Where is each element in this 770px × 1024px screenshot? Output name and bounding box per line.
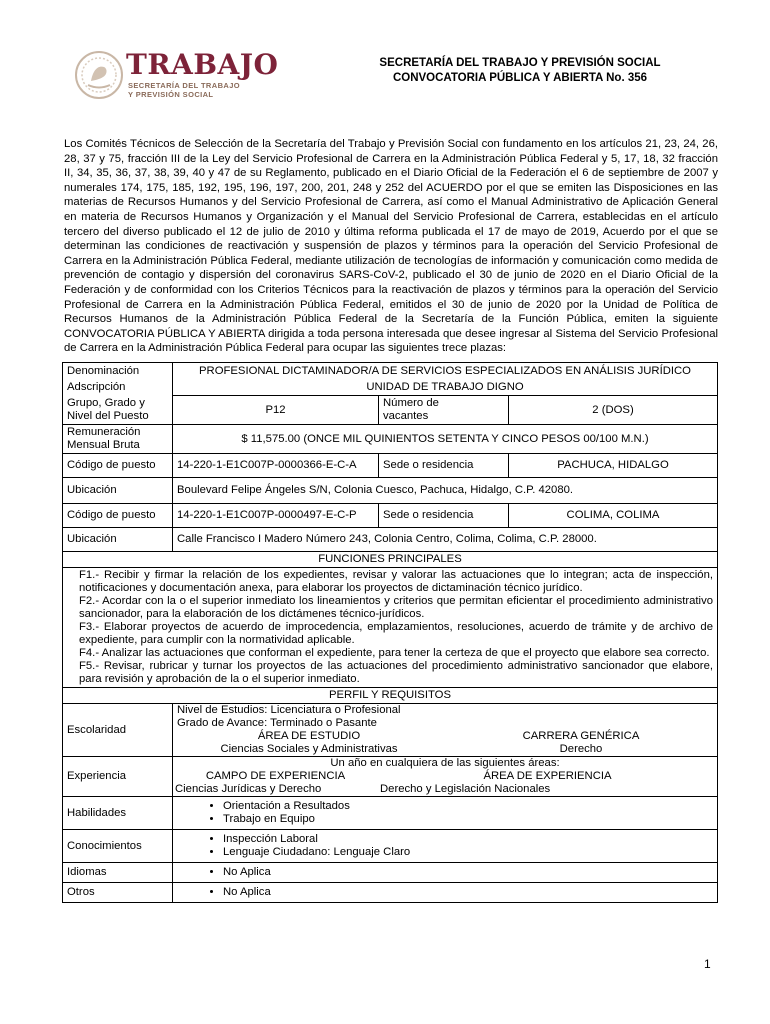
campo-area-grid [173, 770, 717, 796]
denominacion-label: Denominación [63, 363, 173, 380]
experiencia-value [173, 757, 718, 797]
remuneracion-label-line-2: Mensual Bruta [67, 439, 140, 451]
ubicacion-value-1: Boulevard Felipe Ángeles S/N, Colonia Cuesco, Pachuca, Hidalgo, C.P. 42080. [173, 478, 718, 504]
idiomas-value [173, 863, 718, 883]
experiencia-intro: Un año en cualquiera de las siguientes áreas: [330, 757, 560, 769]
vacantes-label [379, 396, 509, 425]
page-number: 1 [704, 957, 711, 971]
campo-label: CAMPO DE EXPERIENCIA [205, 770, 346, 782]
remuneracion-value: $ 11,575.00 (ONCE MIL QUINIENTOS SETENTA Y CINCO PESOS 00/100 M.N.) [173, 425, 718, 454]
idiomas-label: Idiomas [63, 863, 173, 883]
vacancy-details-table [62, 362, 718, 704]
experiencia-label: Experiencia [63, 757, 173, 797]
intro-paragraph: Los Comités Técnicos de Selección de la Secretaría del Trabajo y Previsión Social con fundamento en los artículos 21, 23, 24, 26, 28, 37 y 75, fracción III de la Ley del Servicio Profesional de Carrera en la Administración Pública Federal y 5, 17, 18, 32 fracción II, 34, 35, 36, 37, 38, 39, 40 y 47 de su Reglamento, publicado en el Diario Oficial de la Federación el 6 de septiembre de 2007 y numerales 174, 175, 185, 192, 195, 196, 197, 200, 201, 248 y 252 del ACUERDO por el que se emiten las Disposiciones en las materias de Recursos Humanos y del Servicio Profesional de Carrera, así como el Manual Administrativo de Aplicación General en materia de Recursos Humanos y Organización y el Manual del Servicio Profesional de Carrera, establecidas en el artículo tercero del diverso publicado el 12 de julio de 2010 y última reforma publicada el 17 de mayo de 2019, Acuerdo por el que se determinan las condiciones de reactivación y suspensión de plazos y términos para la operación del Servicio Profesional de Carrera en la Administración Pública Federal, mediante utilización de tecnologías de información y comunicación como medida de prevención de contagio y dispersión del coronavirus SARS-CoV-2, publicado el 30 de junio de 2020 en el Diario Oficial de la Federación y de conformidad con los Criterios Técnicos para la reactivación de plazos y términos para la operación del Servicio Profesional de Carrera en la Administración Pública Federal, emitidos el 30 de junio de 2020 por la Unidad de Política de Recursos Humanos de la Administración Pública Federal de la Secretaría de la Función Pública, emiten la siguiente CONVOCATORIA PÚBLICA Y ABIERTA dirigida a toda persona interesada que desee ingresar al Sistema del Servicio Profesional de Carrera en la Administración Pública Federal para ocupar las siguientes trece plazas: [64, 138, 718, 355]
codigo-label-2: Código de puesto [63, 504, 173, 528]
row-escolaridad [63, 704, 718, 757]
funcion-item: F5.- Revisar, rubricar y turnar los proyectos de las actuaciones del procedimiento administrativo sancionador que elabore, para revisión y aprobación de la o el superior inmediato. [79, 660, 713, 685]
vacantes-label-line-1: Número de [383, 397, 439, 409]
adscripcion-value: UNIDAD DE TRABAJO DIGNO [173, 380, 718, 396]
denominacion-value: PROFESIONAL DICTAMINADOR/A DE SERVICIOS ESPECIALIZADOS EN ANÁLISIS JURÍDICO [173, 363, 718, 380]
sede-label-1: Sede o residencia [379, 454, 509, 478]
funciones-list [63, 568, 718, 688]
sede-value-2: COLIMA, COLIMA [509, 504, 718, 528]
row-experiencia [63, 757, 718, 797]
header-convocatoria: CONVOCATORIA PÚBLICA Y ABIERTA No. 356 [392, 72, 648, 84]
conocimiento-item: • Lenguaje Ciudadano: Lenguaje Claro [223, 846, 713, 859]
grado-avance: Grado de Avance: Terminado o Pasante [177, 717, 377, 729]
row-remuneracion [63, 425, 718, 454]
codigo-value-2: 14-220-1-E1C007P-0000497-E-C-P [173, 504, 379, 528]
ubicacion-value-2: Calle Francisco I Madero Número 243, Colonia Centro, Colima, Colima, C.P. 28000. [173, 528, 718, 552]
habilidades-value [173, 797, 718, 830]
otros-value [173, 883, 718, 903]
ubicacion-label-1: Ubicación [63, 478, 173, 504]
habilidades-label: Habilidades [63, 797, 173, 830]
trabajo-logo [74, 48, 279, 106]
row-otros [63, 883, 718, 903]
area-carrera-grid [173, 730, 717, 756]
idiomas-item: • No Aplica [223, 866, 713, 879]
remuneracion-label-line-1: Remuneración [67, 426, 141, 438]
row-habilidades [63, 797, 718, 830]
row-funciones-title [63, 552, 718, 568]
funcion-item: F4.- Analizar las actuaciones que conforman el expediente, para tener la certeza de que el proyecto que elabore sea correcto. [79, 647, 710, 659]
brand-subtitle-line-1: SECRETARÍA DEL TRABAJO [128, 81, 241, 90]
perfil-title: PERFIL Y REQUISITOS [63, 688, 718, 704]
row-perfil-title [63, 688, 718, 704]
codigo-value-1: 14-220-1-E1C007P-0000366-E-C-A [173, 454, 379, 478]
row-denominacion [63, 363, 718, 380]
funciones-title: FUNCIONES PRINCIPALES [63, 552, 718, 568]
otros-item: • No Aplica [223, 886, 713, 899]
habilidad-item: • Trabajo en Equipo [223, 813, 713, 826]
requisitos-table [62, 703, 718, 903]
grupo-label-line-2: Nivel del Puesto [67, 409, 149, 422]
area-estudio-value: Ciencias Sociales y Administrativas [220, 743, 398, 755]
otros-label: Otros [63, 883, 173, 903]
vacantes-value: 2 (DOS) [509, 396, 718, 425]
eagle-seal-icon [74, 50, 124, 100]
area-exp-label: ÁREA DE EXPERIENCIA [483, 770, 612, 782]
area-exp-value: Derecho y Legislación Nacionales [380, 783, 551, 795]
habilidad-item: • Orientación a Resultados [223, 800, 713, 813]
conocimientos-label: Conocimientos [63, 830, 173, 863]
funcion-item: F2.- Acordar con la o el superior inmediato los lineamientos y criterios que permitan eficientar el procedimiento administrativo sancionador, para la elaboración de los dictámenes técnico-jurídicos. [79, 595, 713, 620]
brand-subtitle-line-2: Y PREVISIÓN SOCIAL [128, 90, 214, 99]
header-title: SECRETARÍA DEL TRABAJO Y PREVISIÓN SOCIAL [379, 57, 661, 69]
conocimiento-item: • Inspección Laboral [223, 833, 713, 846]
escolaridad-label: Escolaridad [63, 704, 173, 757]
codigo-label-1: Código de puesto [63, 454, 173, 478]
row-conocimientos [63, 830, 718, 863]
row-funciones [63, 568, 718, 688]
row-codigo-2 [63, 504, 718, 528]
campo-value: Ciencias Jurídicas y Derecho [175, 783, 322, 795]
sede-label-2: Sede o residencia [379, 504, 509, 528]
grupo-label-line-1: Grupo, Grado y [67, 396, 145, 409]
ubicacion-label-2: Ubicación [63, 528, 173, 552]
sede-value-1: PACHUCA, HIDALGO [509, 454, 718, 478]
escolaridad-value [173, 704, 718, 757]
row-grupo [63, 396, 718, 425]
vacancy-form [62, 362, 718, 903]
remuneracion-label [63, 425, 173, 454]
carrera-value: Derecho [559, 743, 603, 755]
conocimientos-value [173, 830, 718, 863]
row-idiomas [63, 863, 718, 883]
row-codigo-1 [63, 454, 718, 478]
carrera-label: CARRERA GENÉRICA [522, 730, 640, 742]
row-ubicacion-2 [63, 528, 718, 552]
funcion-item: F1.- Recibir y firmar la relación de los expedientes, revisar y valorar las actuaciones que lo integran; acta de inspección, notificaciones y documentación anexa, para elaborar los proyectos de dictaminación técnico jurídico. [79, 569, 713, 594]
grupo-label [63, 396, 173, 425]
brand-subtitle [128, 81, 240, 99]
adscripcion-label: Adscripción [63, 380, 173, 396]
vacantes-label-line-2: vacantes [383, 410, 429, 422]
brand-name: TRABAJO [126, 48, 279, 81]
document-header [330, 56, 710, 86]
row-adscripcion [63, 380, 718, 396]
area-estudio-label: ÁREA DE ESTUDIO [257, 730, 361, 742]
row-ubicacion-1 [63, 478, 718, 504]
nivel-estudios: Nivel de Estudios: Licenciatura o Profesional [177, 704, 401, 716]
funcion-item: F3.- Elaborar proyectos de acuerdo de improcedencia, emplazamientos, resoluciones, acuerdo de trámite y de archivo de expediente, para cumplir con la normatividad aplicable. [79, 621, 713, 646]
grupo-value: P12 [173, 396, 379, 425]
